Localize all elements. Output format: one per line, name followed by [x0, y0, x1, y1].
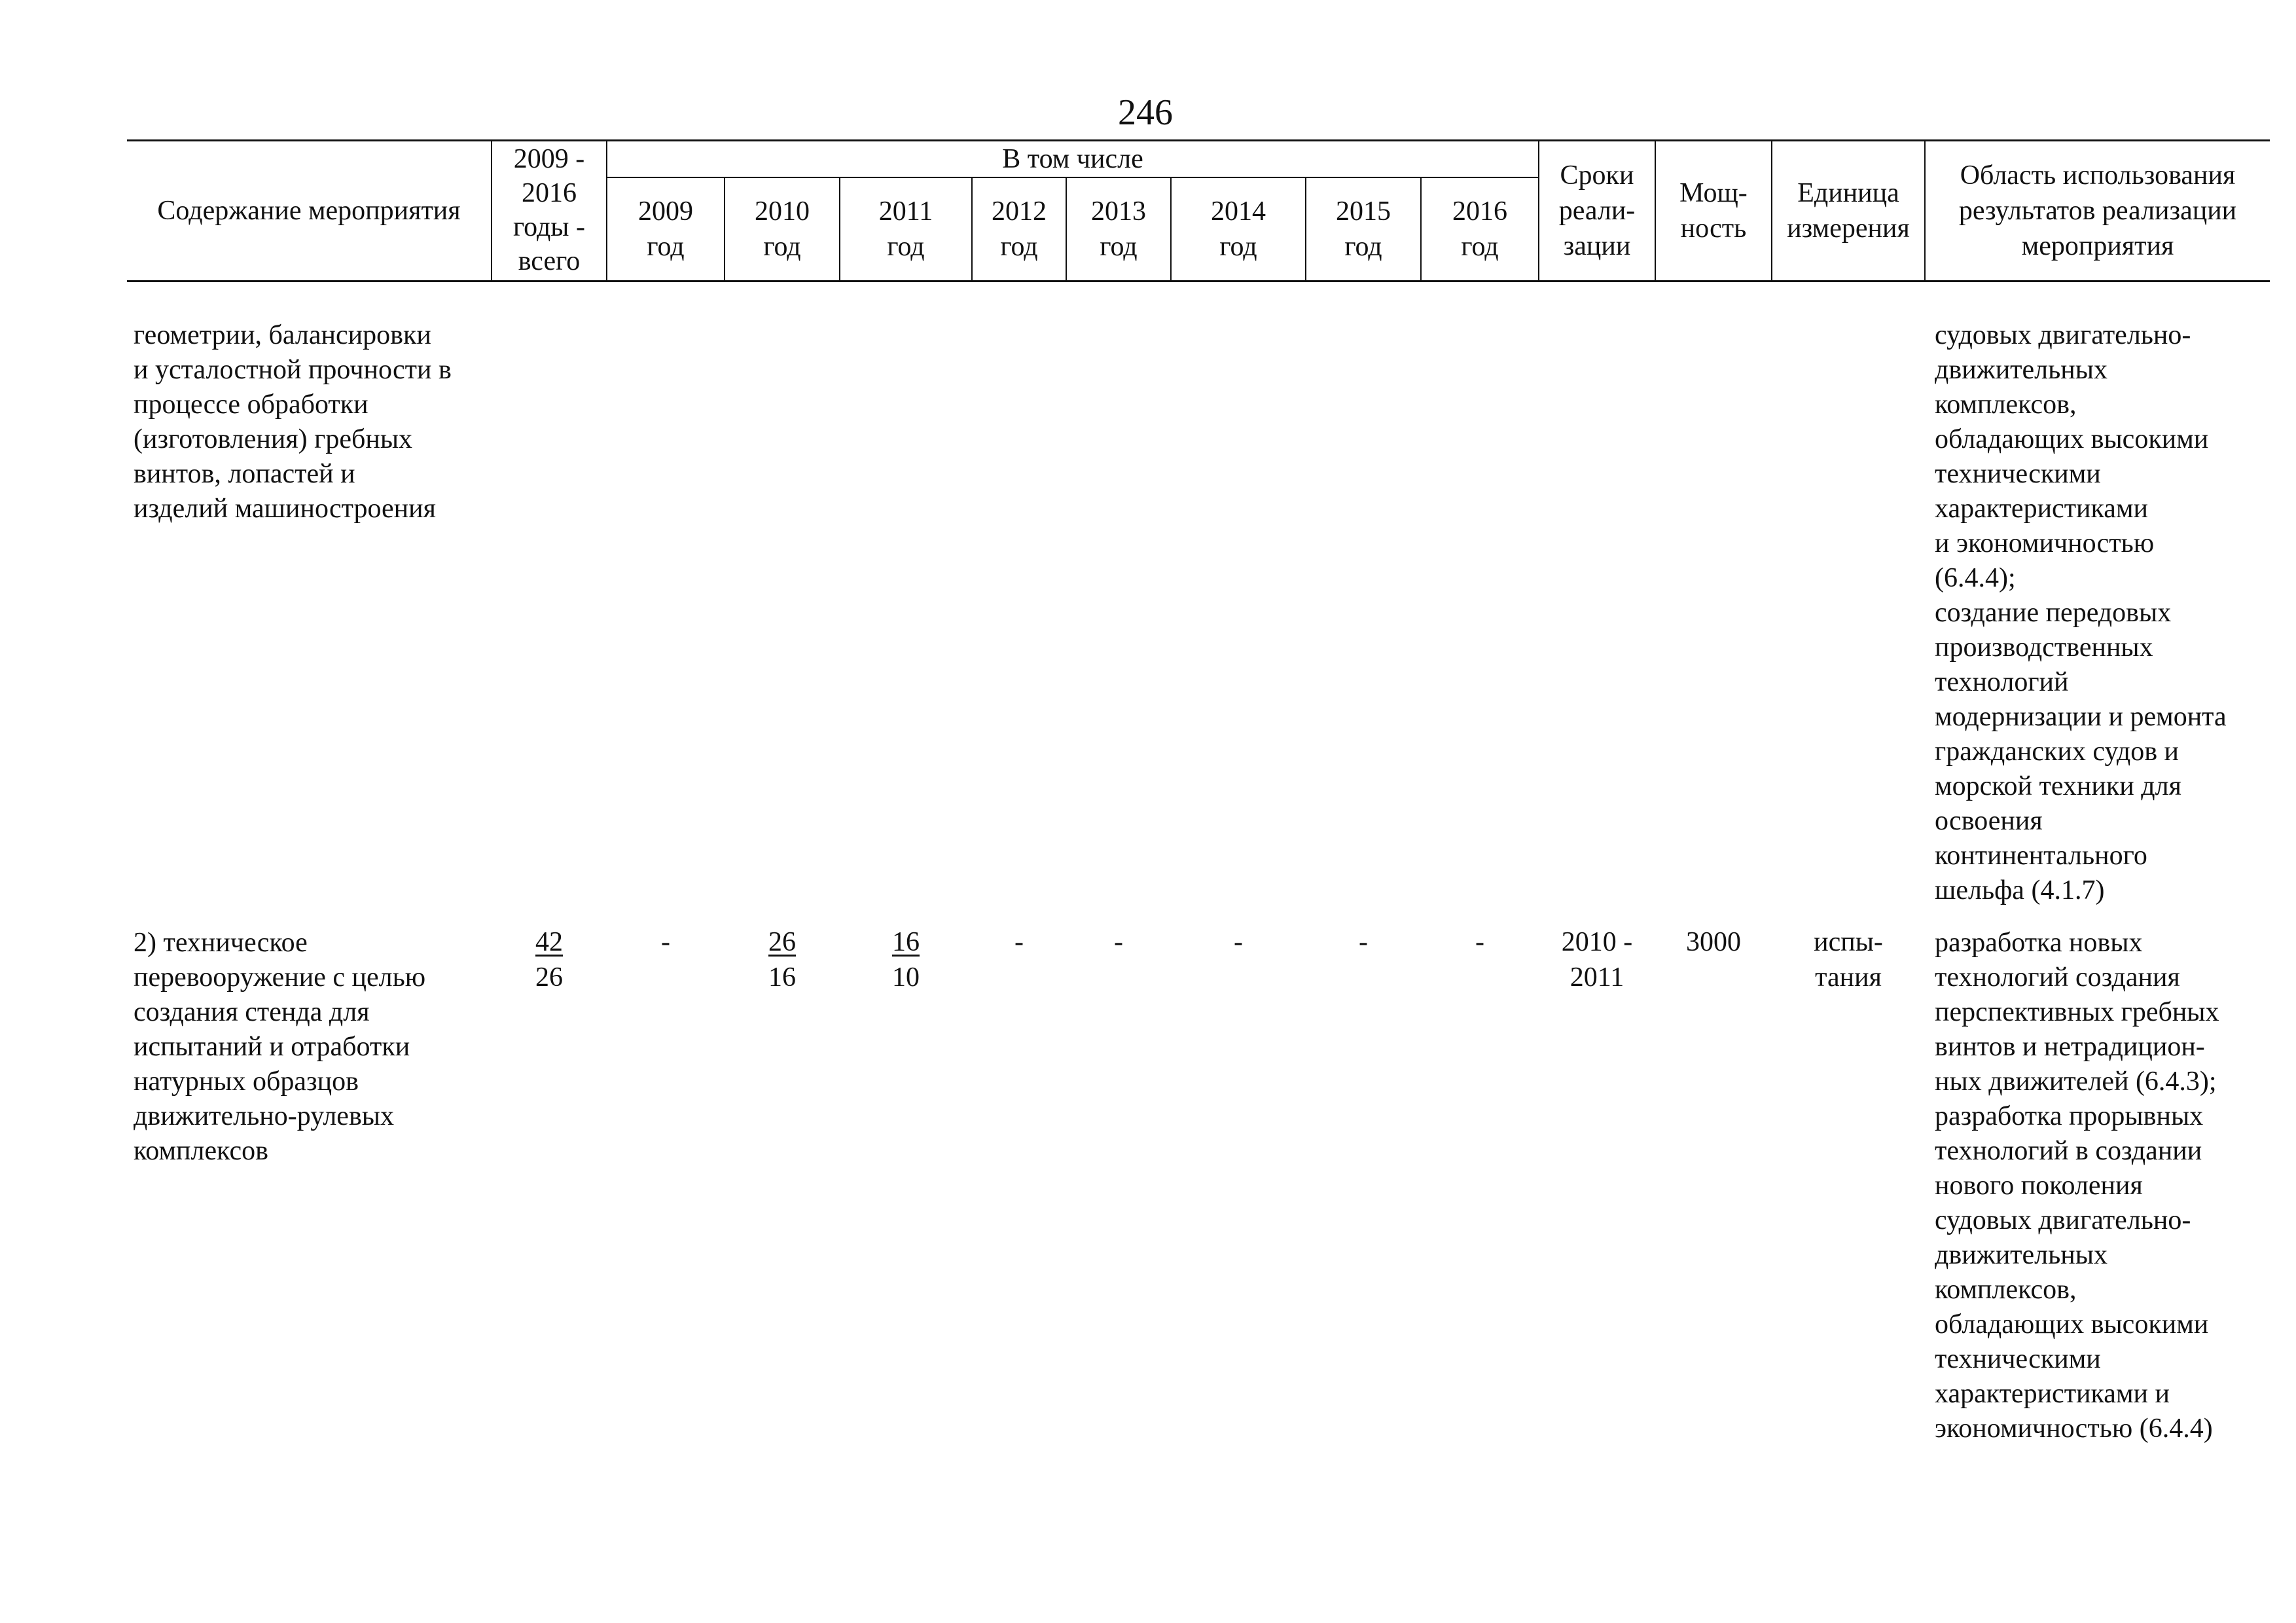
header-year-2016: 2016 год	[1452, 196, 1507, 262]
header-unit: Единица измерения	[1787, 178, 1910, 244]
header-including: В том числе	[1002, 144, 1143, 174]
header-bottom-rule	[127, 280, 2270, 282]
row2-2010: 26 16	[768, 927, 796, 993]
header-year-2011: 2011 год	[878, 196, 933, 262]
header-capacity: Мощ- ность	[1679, 178, 1748, 244]
row2-2012: -	[1014, 927, 1024, 957]
row2-2015: -	[1359, 927, 1368, 957]
header-year-2012: 2012 год	[992, 196, 1047, 262]
row1-content: геометрии, балансировки и усталостной прочности в процессе обработки (изготовления) гребных винтов, лопастей и изделий машиностроения	[134, 320, 452, 524]
row2-capacity: 3000	[1686, 927, 1741, 957]
header-area: Область использования результатов реализации мероприятия	[1958, 160, 2237, 261]
header-total-years: 2009 - 2016 годы - всего	[512, 144, 586, 276]
page-number: 246	[1118, 92, 1173, 133]
row2-total: 42 26	[535, 927, 563, 993]
header-year-2010: 2010 год	[755, 196, 810, 262]
row2-2013: -	[1114, 927, 1123, 957]
row2-content: 2) техническое перевооружение с целью создания стенда для испытаний и отработки натурных образцов движительно-рулевых комплексов	[134, 928, 426, 1166]
header-year-2014: 2014 год	[1211, 196, 1266, 262]
row2-2016: -	[1475, 927, 1484, 957]
row2-2009: -	[661, 927, 670, 957]
row2-terms: 2010 - 2011	[1561, 927, 1633, 993]
header-content: Содержание мероприятия	[157, 196, 461, 226]
header-terms: Сроки реали- зации	[1558, 160, 1636, 261]
header-year-2009: 2009 год	[638, 196, 693, 262]
row1-area: судовых двигательно- движительных комплексов, обладающих высокими техническими характеристиками и экономичностью (6.4.4); создание передовых производственных технологий модернизации и ремонта гражданских судов и морской техники для освоения континентального шельфа (4.1.7)	[1935, 320, 2227, 905]
header-year-2015: 2015 год	[1336, 196, 1391, 262]
row2-area: разработка новых технологий создания перспективных гребных винтов и нетрадицион- ных движителей (6.4.3); разработка прорывных технологий в создании нового поколения судовых двигательно- движительных комплексов, обладающих высокими техническими характеристиками и экономичностью (6.4.4)	[1935, 928, 2219, 1444]
row2-unit: испы- тания	[1814, 927, 1883, 993]
header-year-2013: 2013 год	[1091, 196, 1146, 262]
row2-2011: 16 10	[892, 927, 920, 993]
row2-2014: -	[1234, 927, 1243, 957]
